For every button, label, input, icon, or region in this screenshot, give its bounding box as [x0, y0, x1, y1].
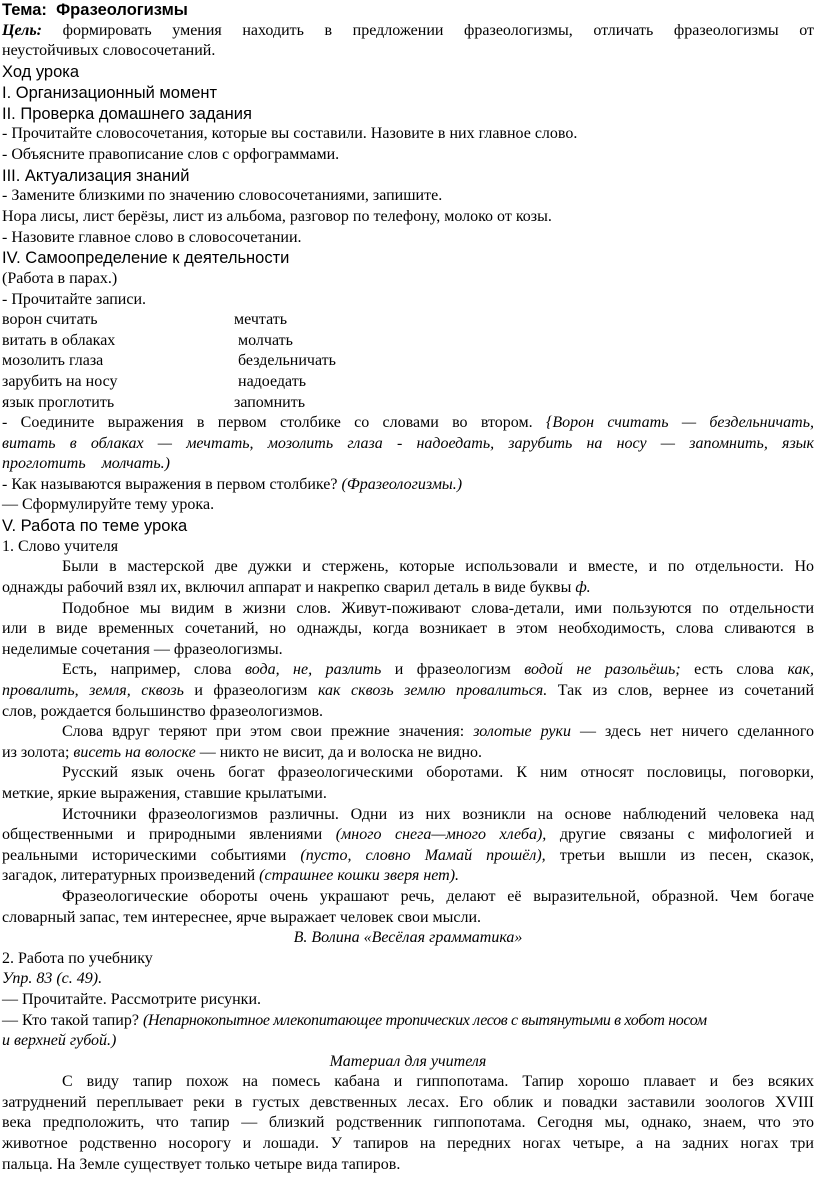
- para-4-phrase: золотые руки: [473, 723, 571, 741]
- para-3-words: как,: [787, 661, 815, 679]
- para-3-words: провалить, земля, сквозь: [2, 682, 184, 700]
- para-6-line-4: [2, 866, 814, 887]
- section-4-item-2: - Прочитайте записи.: [2, 290, 147, 308]
- para-2-line-3: неделимые сочетания — фразеологизмы.: [2, 640, 283, 658]
- lesson-title: [2, 0, 814, 21]
- textbook-item-2-cont: и верхней губой.): [2, 1032, 117, 1050]
- para-3-line-1: [2, 660, 814, 681]
- para-3-text: Есть, например, слова: [62, 661, 232, 679]
- pair-row: [2, 393, 814, 414]
- para-4-line-2: [2, 743, 814, 764]
- pair-right: молчать: [234, 331, 293, 349]
- pair-left: мозолить глаза: [2, 352, 104, 370]
- para-6-line-1: Источники фразеологизмов различны. Одни из них возникли на основе наблюдений человека над: [62, 805, 814, 823]
- question-2: — Сформулируйте тему урока.: [2, 496, 215, 514]
- para-4-text: Слова вдруг теряют при этом свои прежние значения:: [62, 723, 465, 741]
- para-3-phraseologism: как сквозь землю провалиться.: [317, 682, 548, 700]
- section-3-item-2: Нора лисы, лист берёзы, лист из альбома, разговор по телефону, молоко от козы.: [2, 207, 552, 225]
- match-line-2: витать в облаках — мечтать, мозолить глаза - надоедать, зарубить на носу — запомнить, язык: [2, 434, 814, 452]
- document-page: [2, 0, 814, 1175]
- textbook-item-2: [2, 1011, 814, 1032]
- section-2-heading: II. Проверка домашнего задания: [2, 104, 252, 123]
- section-2-item-2: - Объясните правописание слов с орфограммами.: [2, 145, 340, 163]
- question-1: [2, 475, 814, 496]
- para-5-line-1: Русский язык очень богат фразеологическими оборотами. К ним относят пословицы, поговорки,: [62, 764, 814, 782]
- para-6-text: другие связаны с мифологией и: [559, 826, 815, 844]
- pair-row: [2, 351, 814, 372]
- pair-row: [2, 331, 814, 352]
- para-7-line-2: словарный запас, тем интереснее, ярче выражает человек свои мысли.: [2, 908, 482, 926]
- textbook-answer: (Непарнокопытное млекопитающее тропических лесов с вытянутыми в хобот носом: [142, 1011, 707, 1029]
- para-3-text: есть слова: [694, 661, 774, 679]
- pair-left: язык проглотить: [2, 393, 115, 411]
- phrase-pairs: [2, 310, 814, 413]
- pair-right: надоедать: [234, 372, 307, 390]
- pair-row: [2, 372, 814, 393]
- para-3-line-2: [2, 681, 814, 702]
- pair-right: запомнить: [234, 393, 306, 411]
- author-attribution: В. Волина «Весёлая грамматика»: [293, 929, 523, 947]
- goal-line-2: неустойчивых словосочетаний.: [2, 42, 216, 60]
- exercise-reference: Упр. 83 (с. 49).: [2, 970, 103, 988]
- textbook-item-1: — Прочитайте. Рассмотрите рисунки.: [2, 990, 262, 1008]
- para-2-line-2: или в виде временных сочетаний, но однажды, когда возникает в этом необходимость, слова сливаются в: [2, 620, 814, 638]
- match-line-1: [2, 413, 814, 434]
- section-3-heading: III. Актуализация знаний: [2, 166, 190, 185]
- section-4-item-1: (Работа в парах.): [2, 269, 118, 287]
- pair-row: [2, 310, 814, 331]
- question-1-answer: (Фразеологизмы.): [341, 475, 463, 493]
- section-2-item-1: - Прочитайте словосочетания, которые вы составили. Назовите в них главное слово.: [2, 125, 578, 143]
- para-4-text: из золота;: [2, 743, 70, 761]
- pair-left: ворон считать: [2, 311, 98, 329]
- goal-label: Цель:: [2, 21, 42, 39]
- title-text: Фразеологизмы: [56, 1, 188, 19]
- para-4-text: — никто не висит, да и волоска не видно.: [199, 743, 483, 761]
- pair-right: мечтать: [234, 311, 288, 329]
- material-line-2: затруднений переплывает реки в густых девственных лесах. Его облик и повадки заставили зоологов XVIII: [2, 1093, 814, 1111]
- para-3-words: вода, не, разлить: [244, 661, 382, 679]
- goal-text: формировать умения находить в предложении фразеологизмы, отличать фразеологизмы от: [62, 21, 814, 39]
- match-instruction: - Соедините выражения в первом столбике со словами во втором.: [2, 414, 533, 432]
- match-line-3: проглотить молчать.): [2, 455, 170, 473]
- section-3-item-1: - Замените близкими по значению словосочетаниями, запишите.: [2, 187, 443, 205]
- goal-line-1: [2, 21, 814, 42]
- para-6-line-3: [2, 846, 814, 867]
- section-5-heading: V. Работа по теме урока: [2, 517, 188, 536]
- textbook-heading: 2. Работа по учебнику: [2, 949, 153, 967]
- para-5-line-2: меткие, яркие выражения, ставшие крылатыми.: [2, 784, 327, 802]
- para-1-text: однажды рабочий взял их, включил аппарат и накрепко сварил деталь в виде буквы: [2, 579, 572, 597]
- match-answer-start: {Ворон считать — бездельничать,: [545, 414, 815, 432]
- para-3-line-3: слов, рождается большинство фразеологизмов.: [2, 702, 324, 720]
- para-3-text: и фразеологизм: [394, 661, 511, 679]
- section-4-heading: IV. Самоопределение к деятельности: [2, 249, 290, 268]
- para-6-text: общественными и природными явлениями: [2, 826, 323, 844]
- para-4-line-1: [2, 722, 814, 743]
- para-7-line-1: Фразеологические обороты очень украшают речь, делают её выразительной, образной. Чем богаче: [62, 887, 814, 905]
- para-6-line-2: [2, 825, 814, 846]
- pair-left: витать в облаках: [2, 331, 116, 349]
- para-6-text: третьи вышли из песен, сказок,: [559, 846, 815, 864]
- para-6-text: реальными историческими событиями: [2, 846, 287, 864]
- para-4-phrase: висеть на волоске: [73, 743, 196, 761]
- question-1-text: - Как называются выражения в первом столбике?: [2, 475, 338, 493]
- course-heading: Ход урока: [2, 62, 80, 81]
- para-1-line-1: Были в мастерской две дужки и стержень, которые использовали и вместе, и по отдельности. Но: [62, 558, 814, 576]
- para-4-text: — здесь нет ничего сделанного: [579, 723, 814, 741]
- material-line-3: века предположить, что тапир — близкий родственник гиппопотама. Сегодня мы, однако, знаем, что это: [2, 1114, 814, 1132]
- para-3-phraseologism: водой не разольёшь;: [524, 661, 681, 679]
- material-line-4: животное родственно носорогу и лошади. У тапиров на передних ногах четыре, а на задних ногах три: [2, 1135, 814, 1153]
- teacher-word-heading: 1. Слово учителя: [2, 537, 119, 555]
- section-1-heading: I. Организационный момент: [2, 83, 218, 102]
- para-6-example: (страшнее кошки зверя нет).: [259, 867, 460, 885]
- para-6-text: загадок, литературных произведений: [2, 867, 256, 885]
- material-line-5: пальца. На Земле существует только четыре вида тапиров.: [2, 1155, 401, 1173]
- pair-left: зарубить на носу: [2, 372, 118, 390]
- pair-right: бездельничать: [234, 352, 336, 370]
- textbook-question: — Кто такой тапир?: [2, 1011, 139, 1029]
- para-6-example: (много снега—много хлеба),: [335, 826, 547, 844]
- section-3-item-3: - Назовите главное слово в словосочетании.: [2, 228, 302, 246]
- para-2-line-1: Подобное мы видим в жизни слов. Живут-поживают слова-детали, ими пользуются по отдельности: [62, 599, 814, 617]
- para-3-text: и фразеологизм: [194, 682, 308, 700]
- para-1-letter: ф.: [575, 579, 591, 597]
- para-1-line-2: [2, 578, 814, 599]
- material-line-1: С виду тапир похож на помесь кабана и гиппопотама. Тапир хорошо плавает и без всяких: [62, 1073, 814, 1091]
- para-6-example: (пусто, словно Мамай прошёл),: [300, 846, 546, 864]
- teacher-material-heading: Материал для учителя: [329, 1052, 487, 1070]
- title-label: Тема:: [2, 1, 47, 19]
- para-3-text: Так из слов, вернее из сочетаний: [557, 682, 815, 700]
